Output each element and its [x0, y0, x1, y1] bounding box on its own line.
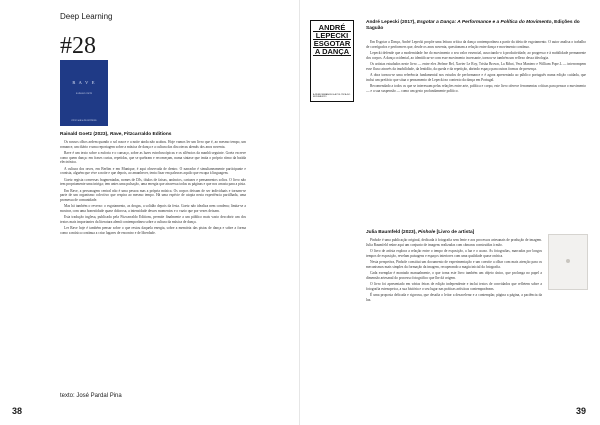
rave-article-body: [60, 140, 246, 390]
paragraph: Recomendado a todos os que se interessam pelas relações entre arte, política e corpo, este livro oferece ferramentas críticas para pensar o movimento — e a sua suspensão — como um gesto profundamente político.: [366, 84, 586, 93]
paragraph: Rave é um texto sobre a euforia e o cansaço, sobre as luzes estroboscópicas e os silêncios da manhã seguinte. Goetz escreve como quem dança: em frases curtas, repetidas, que se quebram e recomeçam, numa sintaxe que imita o próprio ritmo da batida electrónica.: [60, 151, 246, 164]
esgotar-book-cover: [310, 20, 354, 102]
heading-title: Rave: [109, 132, 122, 137]
page-number-left: 38: [12, 406, 23, 416]
cover-title: R A V E: [72, 80, 96, 85]
heading-author: Julia Baumfeld (2023),: [366, 230, 418, 235]
paragraph: Em Rave, a personagem central não é uma pessoa mas a própria música. Os corpos deixam de ser individuais e tornam-se parte de um organismo colectivo que respira ao mesmo tempo. Há uma espécie de utopia nesta experiência partilhada, uma promessa de comunidade.: [60, 188, 246, 202]
paragraph: A cultura dos raves, em Berlim e em Munique, é aqui observada de dentro. O narrador é simultaneamente participante e cronista, alguém que vive a noite e que depois, ao amanhecer, tenta fixar em palavras aquilo que escapa à linguagem.: [60, 166, 246, 175]
pinhole-book-cover: [548, 234, 588, 290]
paragraph: Mas há também o reverso: o esgotamento, as drogas, a solidão depois da festa. Goetz não idealiza nem condena; limita-se a mostrar, com uma honestidade quase dolorosa, a intensidade desses momentos e o vazio que por vezes deixam.: [60, 204, 246, 213]
cover-publisher: FITZCARRALDO EDITIONS: [71, 120, 97, 122]
cover-line: LEPECKI: [313, 32, 351, 40]
paragraph: Cada exemplar é montado manualmente, o que torna este livro também um objeto único, que prolonga no papel a dimensão artesanal do processo fotográfico que lhe dá origem.: [366, 271, 542, 280]
paragraph: Em Esgotar a Dança, André Lepecki propõe uma leitura crítica da dança contemporânea a partir da ideia de esgotamento. O autor analisa o trabalho de coreógrafos e performers que, desde os anos noventa, questionam a relação entre dança e movimento contínuo.: [366, 40, 586, 49]
page-number-right: 39: [575, 406, 586, 416]
paragraph: Pinhole é uma publicação original, dedicada à fotografia sem lente e aos processos artesanais de produção de imagem. Julia Baumfeld reúne aqui um conjunto de imagens realizadas com câmaras construídas à mão.: [366, 238, 542, 247]
cover-line: ANDRÉ: [313, 24, 351, 32]
heading-publisher: , Fitzcarraldo Editions: [121, 132, 172, 137]
esgotar-article-body: [366, 40, 586, 200]
esgotar-article-heading: [366, 20, 586, 32]
cover-line: ESGOTAR: [313, 39, 351, 48]
paragraph: Os nossos olhos ardem quando o sol nasce e a noite ainda não acabou. Hoje vamos ler um livro que é, ao mesmo tempo, um romance, um diário e uma reportagem sobre a música de dança e a cultura das discotecas alemãs dos anos noventa.: [60, 140, 246, 149]
paragraph: O livro de artista explora a relação entre o tempo de exposição, a luz e o acaso. As fotografias, marcadas por longos tempos de exposição, revelam paisagens e espaços interiores com uma qualidade quase onírica.: [366, 249, 542, 258]
paragraph: Lepecki defende que a modernidade fez do movimento o seu valor essencial, associando-o à produtividade, ao progresso e à mobilidade permanente dos corpos. A dança ocidental, ao identificar-se com esse movimento incessante, tornou-se também um reflexo dessa ideologia.: [366, 51, 586, 60]
author-credit: texto: José Pardal Pina: [60, 393, 122, 399]
paragraph: Os artistas estudados neste livro — entre eles Jérôme Bel, Xavier Le Roy, Trisha Brown, La Ribot, Vera Mantero e William Pope.L — interrompem esse fluxo através da imobilidade, da lentidão, da queda e da repetição, abrindo espaço para outras formas de presença.: [366, 62, 586, 71]
heading-title: Esgotar a Dança: A Performance e a Política do Movimento: [416, 20, 552, 25]
pinhole-article-body: [366, 238, 542, 398]
heading-author: Rainald Goetz (2023),: [60, 132, 110, 137]
heading-title: Pinhole: [417, 230, 436, 235]
cover-line: A DANÇA: [314, 47, 350, 56]
issue-number: #28: [60, 33, 96, 59]
section-label: Deep Learning: [60, 12, 113, 21]
rave-book-cover: [60, 60, 108, 126]
cover-author: RAINALD GOETZ: [75, 93, 93, 95]
paragraph: O livro foi apresentado em várias feiras de edição independente e inclui textos de convidados que refletem sobre a fotografia estenopeica, a sua história e o seu lugar nas práticas artísticas contemporâneas.: [366, 282, 542, 291]
paragraph: A obra tornou-se uma referência fundamental nos estudos de performance e é agora apresentada ao público português numa edição cuidada, que inclui um prefácio que situa o pensamento de Lepecki no contexto da dança em Portugal.: [366, 73, 586, 82]
rave-article-heading: [60, 132, 246, 138]
cover-subtitle: A PERFORMANCE E A POLÍTICA DO MOVIMENTO: [313, 93, 351, 99]
paragraph: É uma proposta delicada e rigorosa, que desafia o leitor a desacelerar e a contemplar, página a página, a paciência da luz.: [366, 293, 542, 302]
paragraph: Esta tradução inglesa, publicada pela Fitzcarraldo Editions, permite finalmente a um público mais vasto descobrir um dos textos mais importantes da literatura alemã contemporânea sobre a cultura da música de dança.: [60, 215, 246, 224]
heading-author: André Lepecki (2017),: [366, 20, 417, 25]
paragraph: Goetz regista conversas fragmentadas, nomes de DJs, títulos de faixas, anúncios, cartazes e pensamentos soltos. O livro não tem propriamente uma intriga; tem antes uma pulsação, uma energia que atravessa todas as páginas e que nos arrasta para a pista.: [60, 177, 246, 186]
pinhole-dot-icon: [566, 259, 570, 263]
paragraph: Nesta perspetiva, Pinhole constitui um documento de experimentação e um convite a olhar com mais atenção para os mecanismos mais simples da formação da imagem, recuperando a magia inicial da fotografia.: [366, 260, 542, 269]
paragraph: Ler Rave hoje é também pensar sobre o que restou daquela energia, sobre a memória das pistas de dança e sobre a forma como a música continua a criar lugares de encontro e de liberdade.: [60, 226, 246, 235]
right-page: [300, 0, 600, 425]
heading-format: [Livro de artista]: [435, 230, 475, 235]
heading-publisher: , Edições do Saguão: [366, 20, 580, 31]
